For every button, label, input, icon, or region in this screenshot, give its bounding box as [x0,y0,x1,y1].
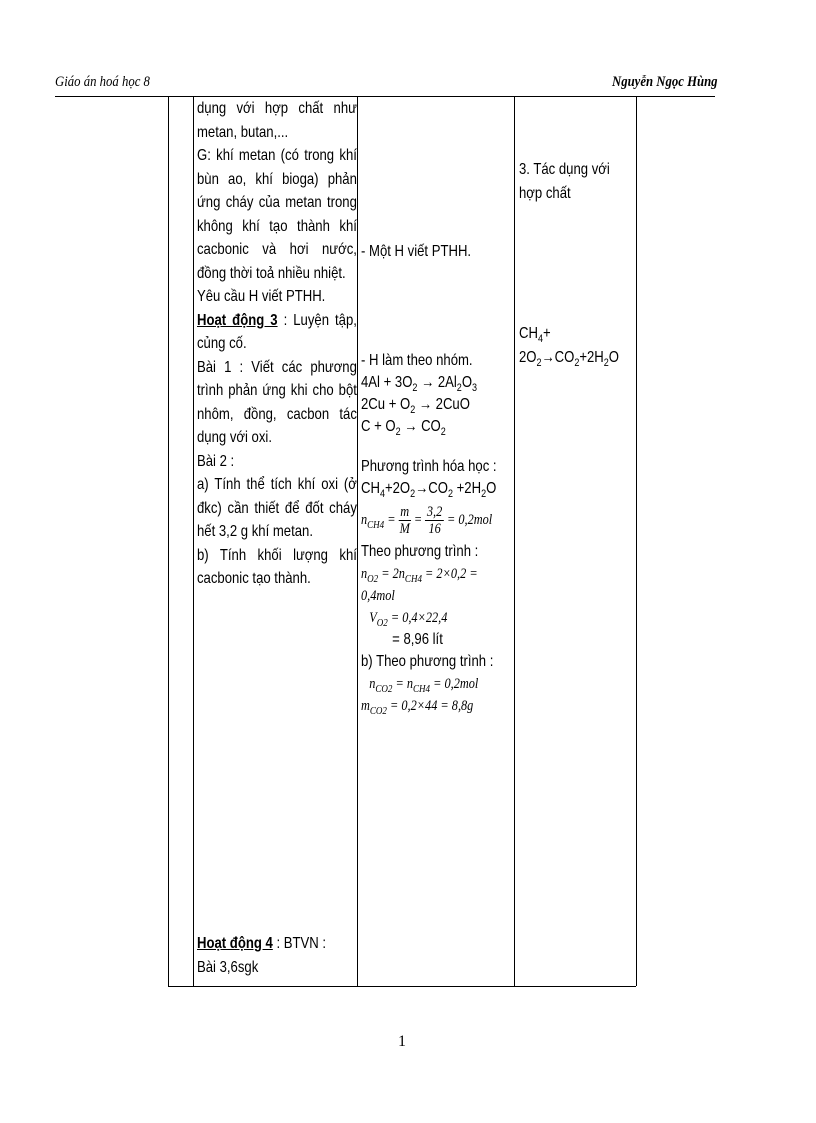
student-write-line: - Một H viết PTHH. [361,243,472,260]
header-rule [55,96,715,97]
text-line: dụng với hợp chất như metan, butan,... [197,100,357,141]
formula-n-o2: $n_{O2} = 2n_{CH4} = 2\times 0,2 = 0,4mol$ [361,566,478,604]
formula-v-o2: $V_{O2} = 0,4\times 22,4$ [369,610,448,629]
page-number: 1 [398,1033,406,1050]
activity-4-label: Hoạt động 4 [197,935,273,952]
equation-c: $C + O_2 \to CO_2$ [361,418,446,438]
table-border-left [168,96,169,986]
content-column: $CH_4+$ $2O_2\to CO_2+2H_2O$ [519,325,620,369]
exercise-1: Bài 1 : Viết các phương trình phản ứng khi cho bột nhôm, đồng, cacbon tác dụng với oxi. [197,358,357,446]
header-left: Giáo án hoá học 8 [55,74,150,90]
table-border-right [636,96,637,986]
homework: Bài 3,6sgk [197,958,259,976]
table-divider-1 [193,96,194,986]
equation-al: $4Al + 3O_2 \to 2Al_2O_3$ [361,374,478,394]
student-column: - H làm theo nhóm. $4Al + 3O_2 \to 2Al_2O_3$ $2Cu + O_2 \to 2CuO$ $C + O_2 \to CO_2$ Phương trình hóa học : $CH_4+2O_2\to CO_2 +2H_2O$ $n_{CH4}$ = $\frac{m}{M}$ = $\frac{3,2}{16}$ = 0,2mol Theo phương trình : $n_{O2} = 2n_{CH4} = 2\times 0,2 = 0,4mol$ $V_{O2} = 0,4\times 22,4$ = 8,96 lít b) Theo phương trình : $n_{CO2} = n_{CH4} = 0,2mol$ $m_{CO2} = 0,2\times 44 = 8,8g$ [361,350,513,717]
activity-3: Hoạt động 3 : Luyện tập, củng cố. [197,311,357,352]
table-border-bottom [168,986,636,987]
teacher-column [197,97,357,591]
formula-n-ch4: $n_{CH4}$ = $\frac{m}{M}$ = $\frac{3,2}{16}$ = 0,2mol [361,504,493,537]
exercise-2a: a) Tính thể tích khí oxi (ở đkc) cần thiết để đốt cháy hết 3,2 g khí metan. [197,476,357,540]
table-divider-3 [514,96,515,986]
formula-m-co2: $m_{CO2} = 0,2\times 44 = 8,8g$ [361,698,474,717]
activity-3-label: Hoạt động 3 [197,311,278,329]
text-line: Yêu cầu H viết PTHH. [197,288,326,305]
text-line: G: khí metan (có trong khí bùn ao, khí bioga) phản ứng cháy của metan trong không khí tạo thành khí cacbonic và hơi nước, đồng thời toả nhiều nhiệt. [197,147,357,282]
activity-4: Hoạt động 4 : BTVN : Bài 3,6sgk [197,932,357,979]
header-right: Nguyễn Ngọc Hùng [612,74,718,90]
exercise-2: Bài 2 : [197,452,235,470]
section-title: 3. Tác dụng với hợp chất [519,161,610,202]
formula-n-co2: $n_{CO2} = n_{CH4} = 0,2mol$ [369,676,479,695]
equation-ch4: $CH_4+2O_2\to CO_2 +2H_2O$ [361,480,497,500]
equation-cu: $2Cu + O_2 \to 2CuO$ [361,396,470,416]
table-divider-2 [357,96,358,986]
exercise-2b: b) Tính khối lượng khí cacbonic tạo thành. [197,546,357,587]
